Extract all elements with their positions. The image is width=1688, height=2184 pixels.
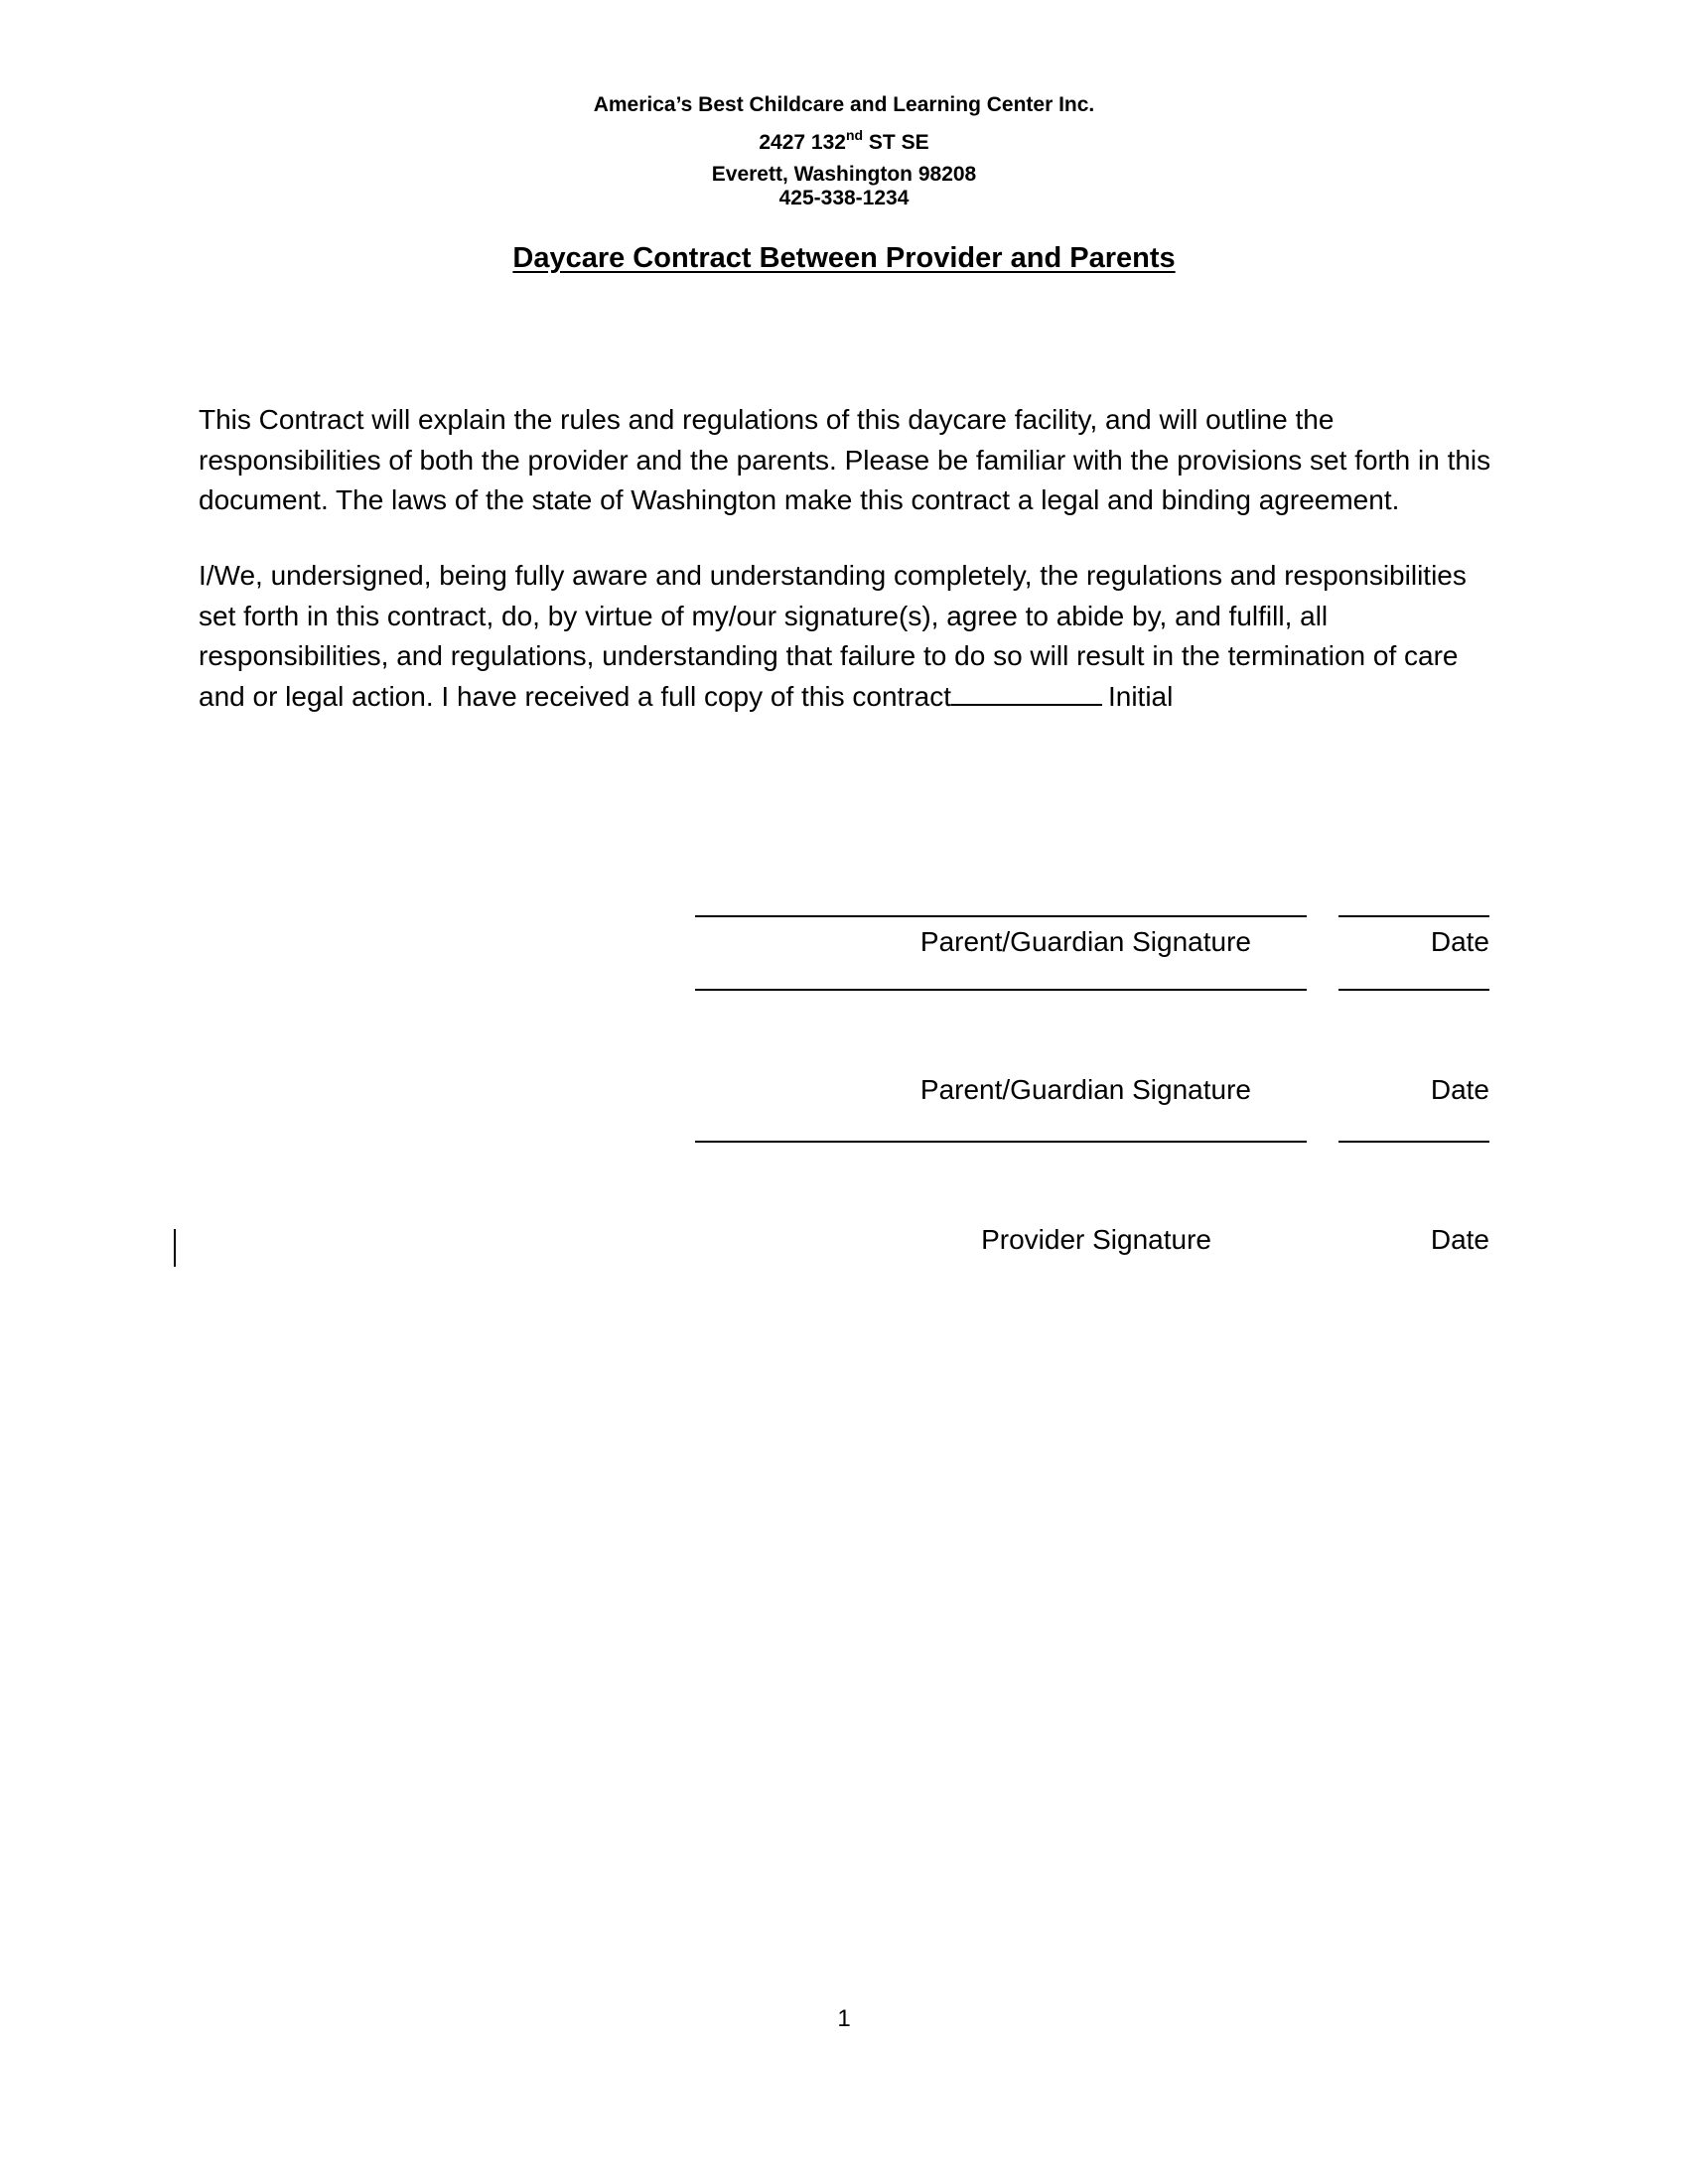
street-ordinal-suffix: nd xyxy=(845,127,864,143)
street-name: ST SE xyxy=(863,131,929,154)
company-name: America’s Best Childcare and Learning Center Inc. xyxy=(593,93,1095,116)
parent1-signature-label: Parent/Guardian Signature xyxy=(919,926,1251,957)
document-title: Daycare Contract Between Provider and Parents xyxy=(512,242,1176,274)
provider-signature-line[interactable] xyxy=(695,1141,1307,1143)
provider-signature-label: Provider Signature xyxy=(981,1224,1211,1255)
page-number: 1 xyxy=(837,2005,851,2032)
agreement-paragraph xyxy=(199,556,1499,717)
text-cursor xyxy=(174,1229,176,1267)
street-address xyxy=(0,127,1688,155)
parent2-signature-label: Parent/Guardian Signature xyxy=(919,1074,1251,1105)
provider-date-label: Date xyxy=(1430,1224,1489,1255)
parent1-date-label: Date xyxy=(1430,926,1489,957)
parent2-signature-line[interactable] xyxy=(695,989,1307,991)
street-number: 2427 132 xyxy=(759,131,846,154)
parent1-date-line[interactable] xyxy=(1338,915,1489,917)
agreement-text: I/We, undersigned, being fully aware and understanding completely, the regulations and responsibilities set forth in this contract, do, by virtue of my/our signature(s), agree to abide by, and fulfill, all responsibilities, and regulations, understanding that failure to do so will result in the termination of care and or legal action. I have received a full copy of this contract xyxy=(199,560,1467,712)
initial-blank-line[interactable] xyxy=(951,680,1102,706)
initial-label: Initial xyxy=(1107,680,1174,712)
provider-date-line[interactable] xyxy=(1338,1141,1489,1143)
parent2-date-label: Date xyxy=(1430,1074,1489,1105)
city-state-zip: Everett, Washington 98208 xyxy=(711,163,977,186)
intro-paragraph: This Contract will explain the rules and regulations of this daycare facility, and will outline the responsibilities of both the provider and the parents. Please be familiar with the provisions set forth in this document. The laws of the state of Washington make this contract a legal and binding agreement. xyxy=(199,404,1491,515)
parent2-date-line[interactable] xyxy=(1338,989,1489,991)
parent1-signature-line[interactable] xyxy=(695,915,1307,917)
phone-number: 425-338-1234 xyxy=(778,187,910,209)
